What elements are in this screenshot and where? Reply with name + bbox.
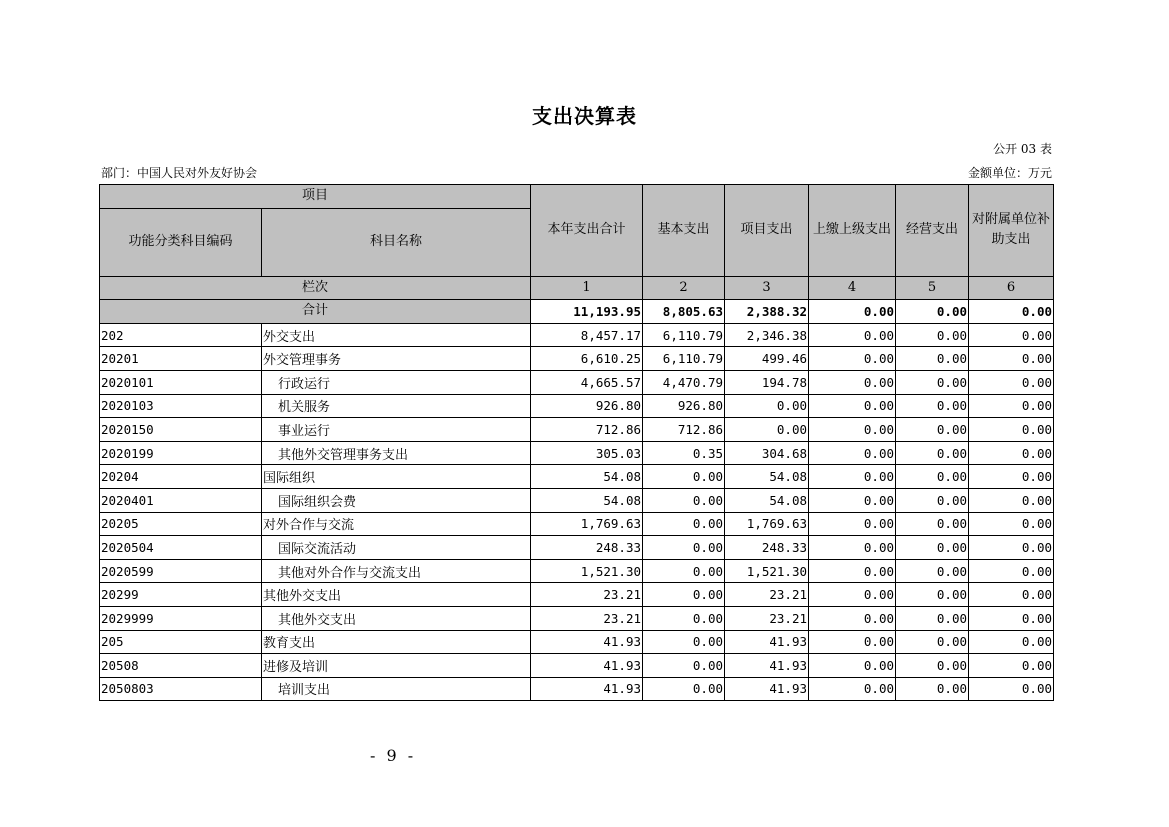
amount-unit-label: 金额单位：万元 [967, 166, 1052, 180]
table-row [100, 418, 1054, 442]
cell-code: 20201 [100, 347, 262, 371]
cell-code: 205 [100, 630, 262, 654]
cell-basic: 6,110.79 [643, 323, 725, 347]
form-number: 公开 03 表 [993, 142, 1052, 156]
cell-project: 41.93 [725, 654, 809, 678]
cell-business: 0.00 [896, 677, 969, 701]
column-number-5: 5 [896, 276, 969, 300]
cell-basic: 4,470.79 [643, 370, 725, 394]
cell-subsidy: 0.00 [969, 630, 1054, 654]
table-row [100, 370, 1054, 394]
cell-total: 41.93 [531, 677, 643, 701]
cell-business: 0.00 [896, 394, 969, 418]
header-subsidy: 对附属单位补助支出 [969, 185, 1054, 277]
table-row [100, 536, 1054, 560]
cell-total: 8,457.17 [531, 323, 643, 347]
cell-project: 23.21 [725, 583, 809, 607]
header-name: 科目名称 [262, 208, 531, 276]
cell-subsidy: 0.00 [969, 394, 1054, 418]
cell-upper: 0.00 [809, 418, 896, 442]
cell-code: 2020504 [100, 536, 262, 560]
header-upper: 上缴上级支出 [809, 185, 896, 277]
table-row [100, 512, 1054, 536]
header-project: 项目支出 [725, 185, 809, 277]
cell-upper: 0.00 [809, 654, 896, 678]
cell-name: 国际组织 [262, 465, 531, 489]
table-row [100, 606, 1054, 630]
cell-business: 0.00 [896, 347, 969, 371]
cell-code: 20205 [100, 512, 262, 536]
cell-subsidy: 0.00 [969, 512, 1054, 536]
cell-subsidy: 0.00 [969, 418, 1054, 442]
cell-upper: 0.00 [809, 323, 896, 347]
cell-name: 外交支出 [262, 323, 531, 347]
cell-business: 0.00 [896, 370, 969, 394]
cell-total: 54.08 [531, 488, 643, 512]
column-number-2: 2 [643, 276, 725, 300]
cell-total: 41.93 [531, 630, 643, 654]
total-row [100, 300, 1054, 324]
cell-upper: 0.00 [809, 512, 896, 536]
total-amount: 11,193.95 [531, 300, 643, 324]
cell-total: 4,665.57 [531, 370, 643, 394]
total-subsidy: 0.00 [969, 300, 1054, 324]
cell-upper: 0.00 [809, 370, 896, 394]
cell-name: 教育支出 [262, 630, 531, 654]
cell-code: 2029999 [100, 606, 262, 630]
cell-project: 499.46 [725, 347, 809, 371]
cell-project: 23.21 [725, 606, 809, 630]
department-label: 部门：中国人民对外友好协会 [101, 166, 258, 180]
cell-upper: 0.00 [809, 465, 896, 489]
table-row [100, 323, 1054, 347]
cell-code: 2020401 [100, 488, 262, 512]
cell-subsidy: 0.00 [969, 583, 1054, 607]
cell-name: 进修及培训 [262, 654, 531, 678]
cell-business: 0.00 [896, 559, 969, 583]
cell-code: 20204 [100, 465, 262, 489]
total-business: 0.00 [896, 300, 969, 324]
cell-basic: 0.00 [643, 512, 725, 536]
cell-subsidy: 0.00 [969, 347, 1054, 371]
cell-total: 23.21 [531, 606, 643, 630]
cell-total: 23.21 [531, 583, 643, 607]
cell-upper: 0.00 [809, 630, 896, 654]
cell-name: 对外合作与交流 [262, 512, 531, 536]
page-title: 支出决算表 [532, 104, 637, 128]
expenditure-table [99, 184, 1054, 701]
cell-business: 0.00 [896, 418, 969, 442]
cell-code: 2020103 [100, 394, 262, 418]
table-row [100, 465, 1054, 489]
cell-name: 国际组织会费 [262, 488, 531, 512]
cell-code: 2050803 [100, 677, 262, 701]
table-row [100, 488, 1054, 512]
table-row [100, 394, 1054, 418]
cell-upper: 0.00 [809, 394, 896, 418]
header-total: 本年支出合计 [531, 185, 643, 277]
cell-subsidy: 0.00 [969, 606, 1054, 630]
cell-subsidy: 0.00 [969, 536, 1054, 560]
cell-basic: 6,110.79 [643, 347, 725, 371]
cell-basic: 0.00 [643, 536, 725, 560]
cell-name: 事业运行 [262, 418, 531, 442]
cell-code: 2020150 [100, 418, 262, 442]
cell-code: 20299 [100, 583, 262, 607]
cell-total: 926.80 [531, 394, 643, 418]
cell-name: 培训支出 [262, 677, 531, 701]
cell-upper: 0.00 [809, 583, 896, 607]
cell-subsidy: 0.00 [969, 370, 1054, 394]
cell-total: 1,521.30 [531, 559, 643, 583]
cell-code: 2020101 [100, 370, 262, 394]
cell-basic: 0.00 [643, 583, 725, 607]
cell-project: 54.08 [725, 465, 809, 489]
cell-business: 0.00 [896, 441, 969, 465]
table-row [100, 441, 1054, 465]
table-row [100, 347, 1054, 371]
cell-project: 1,521.30 [725, 559, 809, 583]
cell-project: 304.68 [725, 441, 809, 465]
cell-upper: 0.00 [809, 536, 896, 560]
table-row [100, 677, 1054, 701]
header-business: 经营支出 [896, 185, 969, 277]
table-row [100, 583, 1054, 607]
page-number: - 9 - [370, 746, 417, 765]
cell-basic: 926.80 [643, 394, 725, 418]
cell-basic: 0.00 [643, 606, 725, 630]
total-label: 合计 [100, 300, 531, 324]
cell-project: 0.00 [725, 418, 809, 442]
cell-project: 248.33 [725, 536, 809, 560]
cell-code: 2020599 [100, 559, 262, 583]
cell-basic: 712.86 [643, 418, 725, 442]
cell-business: 0.00 [896, 512, 969, 536]
total-basic: 8,805.63 [643, 300, 725, 324]
cell-basic: 0.35 [643, 441, 725, 465]
cell-code: 2020199 [100, 441, 262, 465]
cell-upper: 0.00 [809, 606, 896, 630]
cell-upper: 0.00 [809, 347, 896, 371]
cell-project: 41.93 [725, 630, 809, 654]
cell-basic: 0.00 [643, 677, 725, 701]
cell-name: 外交管理事务 [262, 347, 531, 371]
table-row [100, 654, 1054, 678]
cell-upper: 0.00 [809, 488, 896, 512]
cell-subsidy: 0.00 [969, 488, 1054, 512]
cell-business: 0.00 [896, 606, 969, 630]
cell-total: 1,769.63 [531, 512, 643, 536]
cell-name: 其他外交支出 [262, 583, 531, 607]
cell-name: 其他外交管理事务支出 [262, 441, 531, 465]
cell-business: 0.00 [896, 323, 969, 347]
cell-upper: 0.00 [809, 677, 896, 701]
cell-basic: 0.00 [643, 654, 725, 678]
total-upper: 0.00 [809, 300, 896, 324]
cell-name: 国际交流活动 [262, 536, 531, 560]
cell-upper: 0.00 [809, 559, 896, 583]
cell-subsidy: 0.00 [969, 677, 1054, 701]
cell-basic: 0.00 [643, 488, 725, 512]
cell-basic: 0.00 [643, 630, 725, 654]
cell-total: 54.08 [531, 465, 643, 489]
column-number-label: 栏次 [100, 276, 531, 300]
table-row [100, 630, 1054, 654]
cell-business: 0.00 [896, 488, 969, 512]
cell-name: 机关服务 [262, 394, 531, 418]
cell-project: 194.78 [725, 370, 809, 394]
cell-basic: 0.00 [643, 559, 725, 583]
cell-project: 2,346.38 [725, 323, 809, 347]
header-code: 功能分类科目编码 [100, 208, 262, 276]
cell-total: 305.03 [531, 441, 643, 465]
cell-project: 1,769.63 [725, 512, 809, 536]
cell-subsidy: 0.00 [969, 323, 1054, 347]
header-basic: 基本支出 [643, 185, 725, 277]
cell-total: 248.33 [531, 536, 643, 560]
table-row [100, 559, 1054, 583]
cell-project: 41.93 [725, 677, 809, 701]
cell-basic: 0.00 [643, 465, 725, 489]
cell-total: 41.93 [531, 654, 643, 678]
column-number-4: 4 [809, 276, 896, 300]
cell-code: 20508 [100, 654, 262, 678]
cell-name: 其他外交支出 [262, 606, 531, 630]
column-number-6: 6 [969, 276, 1054, 300]
cell-business: 0.00 [896, 654, 969, 678]
cell-project: 0.00 [725, 394, 809, 418]
cell-business: 0.00 [896, 583, 969, 607]
cell-project: 54.08 [725, 488, 809, 512]
cell-code: 202 [100, 323, 262, 347]
cell-business: 0.00 [896, 536, 969, 560]
column-number-1: 1 [531, 276, 643, 300]
cell-name: 其他对外合作与交流支出 [262, 559, 531, 583]
total-project: 2,388.32 [725, 300, 809, 324]
cell-subsidy: 0.00 [969, 559, 1054, 583]
cell-name: 行政运行 [262, 370, 531, 394]
cell-upper: 0.00 [809, 441, 896, 465]
cell-business: 0.00 [896, 630, 969, 654]
cell-subsidy: 0.00 [969, 654, 1054, 678]
cell-subsidy: 0.00 [969, 465, 1054, 489]
cell-total: 6,610.25 [531, 347, 643, 371]
header-item: 项目 [100, 185, 531, 209]
cell-total: 712.86 [531, 418, 643, 442]
column-number-3: 3 [725, 276, 809, 300]
cell-subsidy: 0.00 [969, 441, 1054, 465]
cell-business: 0.00 [896, 465, 969, 489]
